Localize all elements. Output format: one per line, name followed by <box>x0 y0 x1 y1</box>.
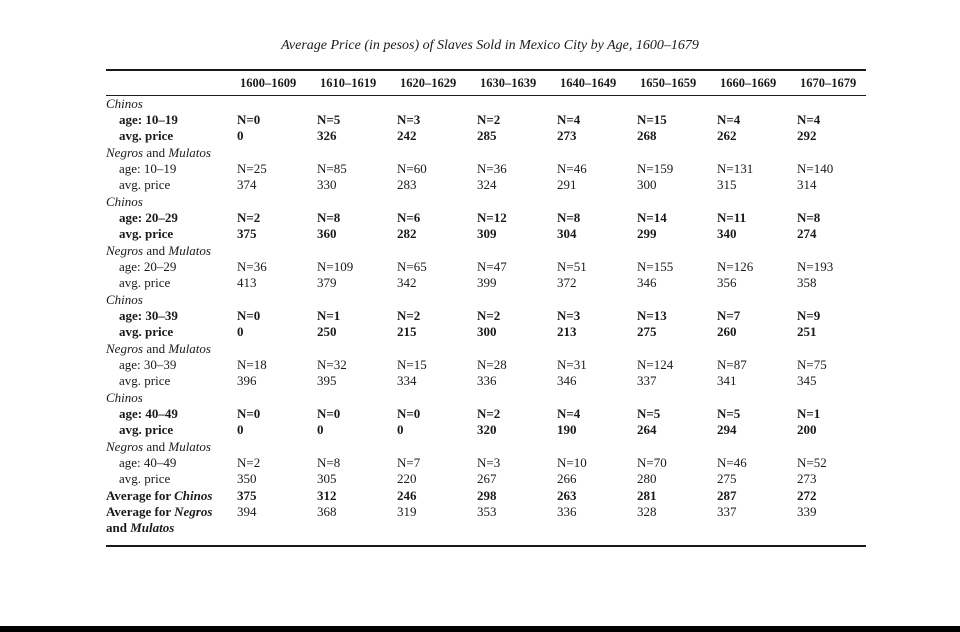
price-cell: 0 <box>237 422 244 437</box>
price-cell: 274 <box>797 226 817 241</box>
n-count-cell: N=193 <box>797 259 834 274</box>
n-count-cell: N=46 <box>717 455 747 470</box>
summary-negros-cell: 319 <box>397 504 417 519</box>
n-count-cell: N=124 <box>637 357 674 372</box>
n-count-cell: N=65 <box>397 259 427 274</box>
group-label <box>106 145 211 161</box>
summary-negros-cell: 394 <box>237 504 257 519</box>
price-cell: 372 <box>557 275 577 290</box>
price-cell: 337 <box>637 373 657 388</box>
n-count-cell: N=60 <box>397 161 427 176</box>
summary-negros-cell: 368 <box>317 504 337 519</box>
price-cell: 250 <box>317 324 337 339</box>
column-header: 1640–1649 <box>560 76 617 90</box>
price-cell: 0 <box>237 128 244 143</box>
column-header: 1600–1609 <box>240 76 297 90</box>
group-label <box>106 390 143 406</box>
n-count-cell: N=2 <box>237 210 261 225</box>
price-cell: 242 <box>397 128 417 143</box>
price-cell: 334 <box>397 373 417 388</box>
price-cell: 266 <box>557 471 577 486</box>
n-count-cell: N=15 <box>397 357 427 372</box>
price-cell: 251 <box>797 324 817 339</box>
n-count-cell: N=18 <box>237 357 267 372</box>
price-cell: 379 <box>317 275 337 290</box>
n-count-cell: N=1 <box>317 308 341 323</box>
summary-negros-cell: 328 <box>637 504 657 519</box>
n-count-cell: N=5 <box>317 112 341 127</box>
n-count-cell: N=14 <box>637 210 667 225</box>
n-count-cell: N=4 <box>557 112 581 127</box>
avg-price-label: avg. price <box>119 177 171 192</box>
price-cell: 314 <box>797 177 817 192</box>
group-name: Chinos <box>106 194 143 209</box>
n-count-cell: N=6 <box>397 210 421 225</box>
price-cell: 264 <box>637 422 657 437</box>
group-name: Negros <box>106 439 144 454</box>
summary-negros-cell: 353 <box>477 504 497 519</box>
price-cell: 262 <box>717 128 737 143</box>
n-count-cell: N=1 <box>797 406 821 421</box>
summary-chinos-cell: 298 <box>477 488 497 503</box>
price-cell: 305 <box>317 471 337 486</box>
n-count-cell: N=131 <box>717 161 754 176</box>
summary-chinos-cell: 281 <box>637 488 657 503</box>
n-count-cell: N=2 <box>477 406 501 421</box>
price-cell: 291 <box>557 177 577 192</box>
summary-chinos-cell: 375 <box>237 488 257 503</box>
n-count-cell: N=2 <box>477 308 501 323</box>
column-header: 1670–1679 <box>800 76 857 90</box>
n-count-cell: N=0 <box>237 308 261 323</box>
price-cell: 360 <box>317 226 337 241</box>
price-cell: 336 <box>477 373 497 388</box>
n-count-cell: N=4 <box>557 406 581 421</box>
n-count-cell: N=8 <box>317 455 341 470</box>
price-cell: 315 <box>717 177 737 192</box>
age-label: age: 10–19 <box>119 112 178 127</box>
price-cell: 345 <box>797 373 817 388</box>
price-cell: 220 <box>397 471 417 486</box>
group-name: Chinos <box>106 96 143 111</box>
top-rule <box>106 69 866 71</box>
price-cell: 375 <box>237 226 257 241</box>
n-count-cell: N=159 <box>637 161 674 176</box>
n-count-cell: N=2 <box>397 308 421 323</box>
group-name: Negros <box>106 145 144 160</box>
n-count-cell: N=32 <box>317 357 347 372</box>
price-cell: 320 <box>477 422 497 437</box>
n-count-cell: N=0 <box>237 406 261 421</box>
summary-chinos-cell: 287 <box>717 488 737 503</box>
price-cell: 330 <box>317 177 337 192</box>
n-count-cell: N=10 <box>557 455 587 470</box>
price-cell: 283 <box>397 177 417 192</box>
column-header: 1620–1629 <box>400 76 457 90</box>
n-count-cell: N=85 <box>317 161 347 176</box>
n-count-cell: N=4 <box>797 112 821 127</box>
n-count-cell: N=0 <box>317 406 341 421</box>
group-name: Negros <box>106 243 144 258</box>
n-count-cell: N=31 <box>557 357 587 372</box>
group-name: Negros <box>106 341 144 356</box>
age-label: age: 20–29 <box>119 210 178 225</box>
price-cell: 358 <box>797 275 817 290</box>
summary-chinos-cell: 246 <box>397 488 417 503</box>
price-cell: 280 <box>637 471 657 486</box>
n-count-cell: N=15 <box>637 112 667 127</box>
summary-name-2: Mulatos <box>130 520 175 535</box>
n-count-cell: N=3 <box>557 308 581 323</box>
n-count-cell: N=75 <box>797 357 827 372</box>
price-cell: 213 <box>557 324 577 339</box>
price-cell: 260 <box>717 324 737 339</box>
n-count-cell: N=46 <box>557 161 587 176</box>
group-name: Chinos <box>106 292 143 307</box>
n-count-cell: N=25 <box>237 161 267 176</box>
n-count-cell: N=0 <box>397 406 421 421</box>
summary-prefix: Average for <box>106 504 171 519</box>
price-cell: 200 <box>797 422 817 437</box>
age-label: age: 30–39 <box>119 308 178 323</box>
group-name-suffix: Mulatos <box>168 243 211 258</box>
column-header: 1660–1669 <box>720 76 777 90</box>
avg-price-label: avg. price <box>119 324 174 339</box>
avg-price-label: avg. price <box>119 275 171 290</box>
group-name-suffix: Mulatos <box>168 145 211 160</box>
n-count-cell: N=36 <box>477 161 507 176</box>
age-label: age: 30–39 <box>119 357 177 372</box>
price-cell: 294 <box>717 422 737 437</box>
avg-price-label: avg. price <box>119 226 174 241</box>
price-cell: 399 <box>477 275 497 290</box>
summary-name: Negros <box>174 504 213 519</box>
group-and: and <box>146 341 166 356</box>
n-count-cell: N=5 <box>637 406 661 421</box>
price-cell: 0 <box>397 422 404 437</box>
n-count-cell: N=4 <box>717 112 741 127</box>
n-count-cell: N=155 <box>637 259 674 274</box>
group-label <box>106 96 143 112</box>
group-name-suffix: Mulatos <box>168 439 211 454</box>
price-cell: 324 <box>477 177 497 192</box>
summary-negros-cell: 336 <box>557 504 577 519</box>
price-cell: 275 <box>637 324 657 339</box>
n-count-cell: N=7 <box>717 308 741 323</box>
price-cell: 346 <box>557 373 577 388</box>
group-label <box>106 341 211 357</box>
price-cell: 326 <box>317 128 337 143</box>
price-cell: 285 <box>477 128 497 143</box>
price-cell: 273 <box>557 128 577 143</box>
screen-bottom-bar <box>0 626 960 632</box>
price-cell: 299 <box>637 226 657 241</box>
price-cell: 215 <box>397 324 417 339</box>
age-label: age: 20–29 <box>119 259 177 274</box>
n-count-cell: N=5 <box>717 406 741 421</box>
group-label <box>106 439 211 455</box>
summary-chinos-cell: 272 <box>797 488 817 503</box>
price-cell: 356 <box>717 275 737 290</box>
avg-price-label: avg. price <box>119 373 171 388</box>
summary-prefix: Average for <box>106 488 171 503</box>
group-and: and <box>146 243 166 258</box>
n-count-cell: N=47 <box>477 259 507 274</box>
n-count-cell: N=3 <box>477 455 501 470</box>
n-count-cell: N=51 <box>557 259 587 274</box>
n-count-cell: N=3 <box>397 112 421 127</box>
n-count-cell: N=12 <box>477 210 507 225</box>
summary-and: and <box>106 520 127 535</box>
table-title: Average Price (in pesos) of Slaves Sold in Mexico City by Age, 1600–1679 <box>281 38 699 53</box>
n-count-cell: N=2 <box>237 455 261 470</box>
price-cell: 342 <box>397 275 417 290</box>
avg-price-label: avg. price <box>119 471 171 486</box>
column-header: 1650–1659 <box>640 76 697 90</box>
header-rule <box>106 95 866 96</box>
age-label: age: 40–49 <box>119 455 177 470</box>
price-cell: 300 <box>637 177 657 192</box>
price-cell: 350 <box>237 471 257 486</box>
price-cell: 413 <box>237 275 257 290</box>
group-label <box>106 194 143 210</box>
n-count-cell: N=9 <box>797 308 821 323</box>
price-cell: 267 <box>477 471 497 486</box>
n-count-cell: N=126 <box>717 259 754 274</box>
summary-negros-cell: 337 <box>717 504 737 519</box>
summary-negros-cell: 339 <box>797 504 817 519</box>
summary-label-negros <box>106 504 212 536</box>
n-count-cell: N=109 <box>317 259 354 274</box>
avg-price-label: avg. price <box>119 422 174 437</box>
n-count-cell: N=13 <box>637 308 667 323</box>
price-cell: 0 <box>317 422 324 437</box>
n-count-cell: N=140 <box>797 161 834 176</box>
column-header: 1610–1619 <box>320 76 377 90</box>
n-count-cell: N=2 <box>477 112 501 127</box>
age-label: age: 10–19 <box>119 161 177 176</box>
group-label <box>106 243 211 259</box>
price-cell: 300 <box>477 324 497 339</box>
price-cell: 268 <box>637 128 657 143</box>
price-cell: 395 <box>317 373 337 388</box>
price-cell: 346 <box>637 275 657 290</box>
price-cell: 309 <box>477 226 497 241</box>
n-count-cell: N=8 <box>557 210 581 225</box>
n-count-cell: N=8 <box>797 210 821 225</box>
group-and: and <box>146 439 166 454</box>
summary-chinos-cell: 312 <box>317 488 337 503</box>
price-cell: 282 <box>397 226 417 241</box>
price-cell: 273 <box>797 471 817 486</box>
n-count-cell: N=0 <box>237 112 261 127</box>
age-label: age: 40–49 <box>119 406 178 421</box>
group-name-suffix: Mulatos <box>168 341 211 356</box>
n-count-cell: N=87 <box>717 357 747 372</box>
summary-name: Chinos <box>174 488 213 503</box>
column-header: 1630–1639 <box>480 76 537 90</box>
price-cell: 190 <box>557 422 577 437</box>
price-cell: 304 <box>557 226 577 241</box>
group-name: Chinos <box>106 390 143 405</box>
n-count-cell: N=28 <box>477 357 507 372</box>
n-count-cell: N=8 <box>317 210 341 225</box>
summary-label-chinos <box>106 488 212 504</box>
price-cell: 0 <box>237 324 244 339</box>
price-cell: 374 <box>237 177 257 192</box>
n-count-cell: N=52 <box>797 455 827 470</box>
n-count-cell: N=36 <box>237 259 267 274</box>
bottom-rule <box>106 545 866 547</box>
group-label <box>106 292 143 308</box>
summary-chinos-cell: 263 <box>557 488 577 503</box>
n-count-cell: N=7 <box>397 455 421 470</box>
price-cell: 341 <box>717 373 737 388</box>
avg-price-label: avg. price <box>119 128 174 143</box>
price-cell: 396 <box>237 373 257 388</box>
price-cell: 292 <box>797 128 817 143</box>
n-count-cell: N=70 <box>637 455 667 470</box>
price-cell: 275 <box>717 471 737 486</box>
group-and: and <box>146 145 166 160</box>
n-count-cell: N=11 <box>717 210 747 225</box>
price-cell: 340 <box>717 226 737 241</box>
